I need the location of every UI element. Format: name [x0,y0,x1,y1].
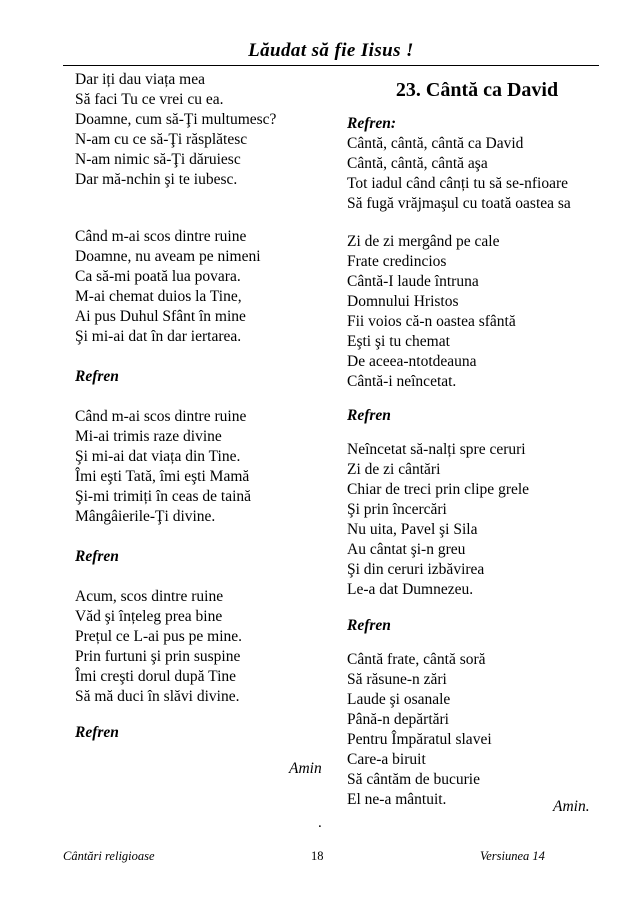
verse-line: Prețul ce L-ai pus pe mine. [75,628,243,645]
verse-line: Nu uita, Pavel şi Sila [347,521,478,538]
stanza-gap [75,567,325,587]
verse-line: Dar mă-nchin şi te iubesc. [75,171,238,188]
verse-line: Cântă frate, cântă soră [347,651,486,668]
stanza-gap [75,347,325,367]
left-amin: Amin [289,760,322,777]
verse-line: Văd şi înțeleg prea bine [75,608,223,625]
verse-line: Eşti şi tu chemat [347,333,450,350]
verse-line: Acum, scos dintre ruine [75,588,224,605]
verse-line: Până-n depărtări [347,711,449,728]
stanza-gap [347,636,607,650]
left-stanza-3 [75,407,325,527]
verse-line: Domnului Hristos [347,293,459,310]
verse-line: Să mă duci în slăvi divine. [75,688,240,705]
verse-line: Când m-ai scos dintre ruine [75,228,247,245]
header-rule [63,65,599,66]
right-stanza-2 [347,440,607,600]
verse-line: Zi de zi mergând pe cale [347,233,500,250]
refrain-heading: Refren: [347,115,397,132]
verse-line: Îmi creşti dorul după Tine [75,668,237,685]
verse-line: Care-a biruit [347,751,426,768]
verse-line: Ai pus Duhul Sfânt în mine [75,308,246,325]
refrain-line: Cântă, cântă, cântă ca David [347,135,524,152]
refrain-label: Refren [75,368,119,385]
verse-line: Să cântăm de bucurie [347,771,480,788]
verse-line: Mângâierile-Ţi divine. [75,508,216,525]
verse-line: Au cântat şi-n greu [347,541,466,558]
refrain-label: Refren [75,724,119,741]
right-column [347,70,607,810]
stanza-gap [347,214,607,232]
left-stanza-4 [75,587,325,707]
footer-page-number: 18 [311,849,324,863]
verse-line: N-am cu ce să-Ţi răsplătesc [75,131,248,148]
footer-book-title: Cântări religioase [63,849,155,863]
verse-line: Laude şi osanale [347,691,451,708]
stanza-gap [75,210,325,227]
verse-line: Chiar de treci prin clipe grele [347,481,530,498]
song-title: 23. Cântă ca David [395,79,559,101]
refrain-label: Refren [347,407,391,424]
refrain-label: Refren [75,548,119,565]
verse-line: El ne-a mântuit. [347,791,447,808]
footer-version: Versiunea 14 [480,849,545,863]
stanza-gap [347,426,607,440]
stanza-gap [75,527,325,547]
right-amin: Amin. [553,798,590,815]
verse-line: Şi mi-ai dat în dar iertarea. [75,328,242,345]
verse-line: Prin furtuni şi prin suspine [75,648,241,665]
verse-line: Cântă-i neîncetat. [347,373,457,390]
refrain-line: Cântă, cântă, cântă aşa [347,155,488,172]
refrain-line: Tot iadul când cânți tu să se-nfioare [347,175,568,192]
verse-line: N-am nimic să-Ţi dăruiesc [75,151,241,168]
verse-line: Şi din ceruri izbăvirea [347,561,485,578]
refrain-label: Refren [347,617,391,634]
verse-line: Să răsune-n zări [347,671,447,688]
verse-line: Le-a dat Dumnezeu. [347,581,474,598]
verse-line: Când m-ai scos dintre ruine [75,408,247,425]
right-refrain-lines [347,134,607,214]
verse-line: Mi-ai trimis raze divine [75,428,222,445]
verse-line: De aceea-ntotdeauna [347,353,477,370]
verse-line: Neîncetat să-nalți spre ceruri [347,441,526,458]
left-column [75,70,325,743]
verse-line: Şi mi-ai dat viața din Tine. [75,448,241,465]
stanza-gap [75,190,325,210]
verse-line: Cântă-I laude întruna [347,273,479,290]
verse-line: Dar iți dau viața mea [75,71,205,88]
separator-dot: . [318,815,322,831]
page-header-title: Lăudat să fie Iisus ! [248,40,414,61]
verse-line: Doamne, cum să-Ţi multumesc? [75,111,277,128]
left-stanza-2 [75,227,325,347]
verse-line: Frate credincios [347,253,447,270]
verse-line: Fii voios că-n oastea sfântă [347,313,516,330]
verse-line: Îmi eşti Tată, îmi eşti Mamă [75,468,250,485]
verse-line: Zi de zi cântări [347,461,441,478]
stanza-gap [347,392,607,406]
verse-line: Ca să-mi poată lua povara. [75,268,241,285]
verse-line: Să faci Tu ce vrei cu ea. [75,91,224,108]
stanza-gap [75,387,325,407]
stanza-gap [347,600,607,616]
verse-line: Şi prin încercări [347,501,447,518]
right-stanza-1 [347,232,607,392]
refrain-line: Să fugă vrăjmaşul cu toată oastea sa [347,195,571,212]
right-stanza-3 [347,650,607,810]
verse-line: M-ai chemat duios la Tine, [75,288,242,305]
stanza-gap [75,707,325,723]
verse-line: Şi-mi trimiți în ceas de taină [75,488,252,505]
verse-line: Doamne, nu aveam pe nimeni [75,248,261,265]
left-stanza-1 [75,70,325,190]
verse-line: Pentru Împăratul slavei [347,731,492,748]
